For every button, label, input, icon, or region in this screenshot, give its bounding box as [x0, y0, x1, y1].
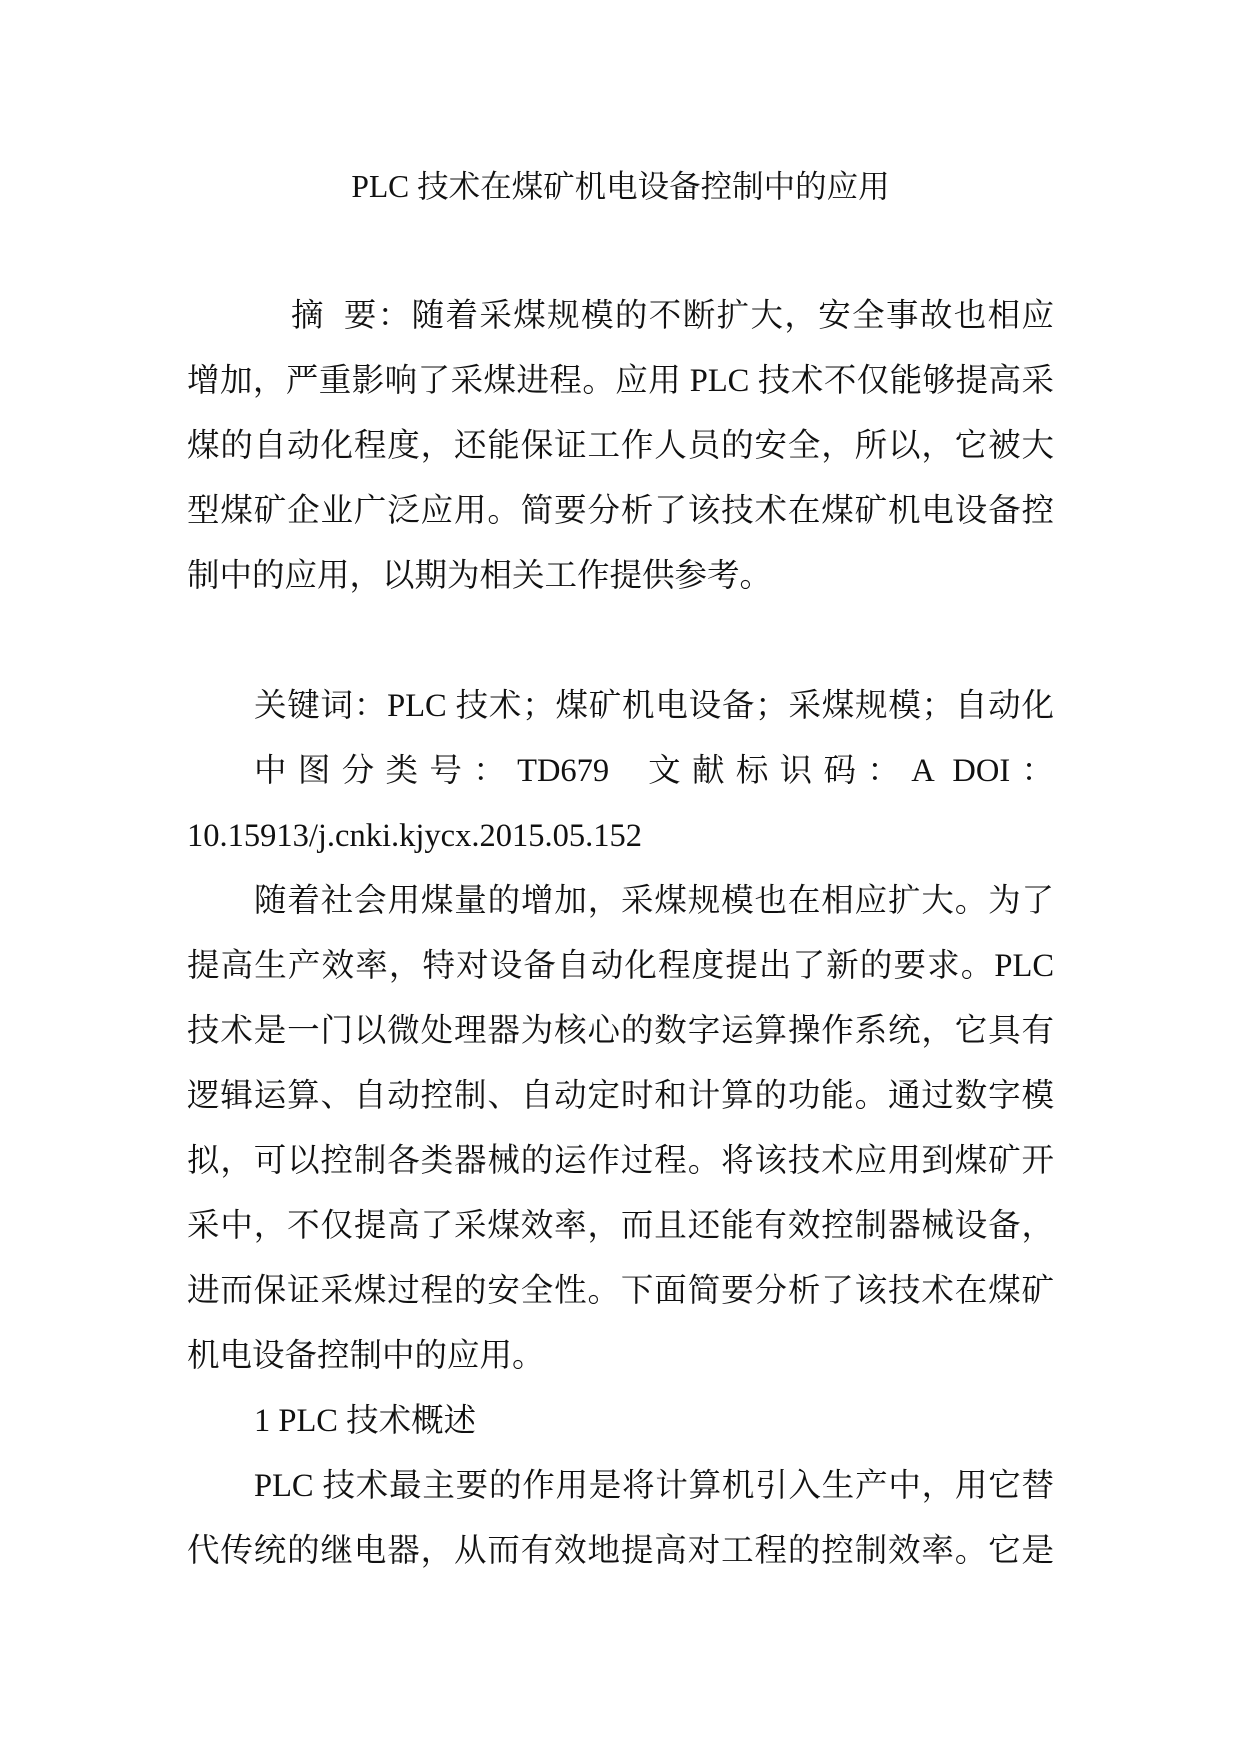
paragraph-line: 逻辑运算、自动控制、自动定时和计算的功能。通过数字模: [187, 1078, 1054, 1114]
keyword: 自动化: [954, 688, 1054, 724]
doi-line: [187, 804, 1054, 869]
paragraph-line: 随着社会用煤量的增加，采煤规模也在相应扩大。为了: [254, 883, 1054, 919]
keyword-separator: ；: [921, 688, 955, 724]
clc-number: TD679: [517, 753, 610, 789]
paragraph-line: 机电设备控制中的应用。: [187, 1338, 545, 1374]
abstract-line: 煤的自动化程度，还能保证工作人员的安全，所以，它被大: [187, 428, 1054, 464]
paragraph-intro: [187, 869, 1054, 1389]
keyword: PLC 技术: [387, 688, 523, 724]
paragraph-line: 代传统的继电器，从而有效地提高对工程的控制效率。它是: [187, 1533, 1054, 1569]
keywords: [187, 674, 1054, 739]
paragraph-section-1: [187, 1454, 1054, 1584]
keyword-separator: ；: [522, 688, 555, 724]
article-title: PLC 技术在煤矿机电设备控制中的应用: [351, 169, 890, 204]
abstract: [187, 284, 1054, 609]
abstract-line: [187, 284, 1054, 349]
keyword-separator: ；: [755, 688, 788, 724]
clc-label: 中图分类号：: [254, 753, 518, 789]
document-code: A: [911, 753, 933, 789]
paragraph-line: 进而保证采煤过程的安全性。下面简要分析了该技术在煤矿: [187, 1273, 1054, 1309]
section-number: 1: [254, 1403, 271, 1439]
paragraph-line: 采中，不仅提高了采煤效率，而且还能有效控制器械设备，: [187, 1208, 1054, 1244]
abstract-text: 随着采煤规模的不断扩大，安全事故也相应: [411, 298, 1054, 334]
classification-line: [187, 739, 1054, 804]
abstract-line: 型煤矿企业广泛应用。简要分析了该技术在煤矿机电设备控: [187, 493, 1054, 529]
document-code-label: 文献标识码：: [648, 753, 912, 789]
abstract-label: 摘 要：: [291, 298, 412, 334]
article-body: [187, 154, 1054, 1584]
abstract-line: 增加，严重影响了采煤进程。应用 PLC 技术不仅能够提高采: [187, 363, 1054, 399]
paragraph-line: 拟，可以控制各类器械的运作过程。将该技术应用到煤矿开: [187, 1143, 1054, 1179]
section-title: PLC 技术概述: [278, 1403, 477, 1439]
paragraph-line: 技术是一门以微处理器为核心的数字运算操作系统，它具有: [187, 1013, 1054, 1049]
keyword: 采煤规模: [787, 688, 922, 724]
keywords-label: 关键词：: [254, 688, 388, 724]
doi-label: DOI：: [952, 753, 1055, 789]
paragraph-line: PLC 技术最主要的作用是将计算机引入生产中，用它替: [254, 1468, 1054, 1504]
keyword: 煤矿机电设备: [554, 688, 756, 724]
doi: 10.15913/j.cnki.kjycx.2015.05.152: [187, 818, 642, 854]
section-heading: [187, 1389, 1054, 1454]
abstract-line: 制中的应用，以期为相关工作提供参考。: [187, 558, 773, 594]
paragraph-line: 提高生产效率，特对设备自动化程度提出了新的要求。PLC: [187, 948, 1054, 984]
